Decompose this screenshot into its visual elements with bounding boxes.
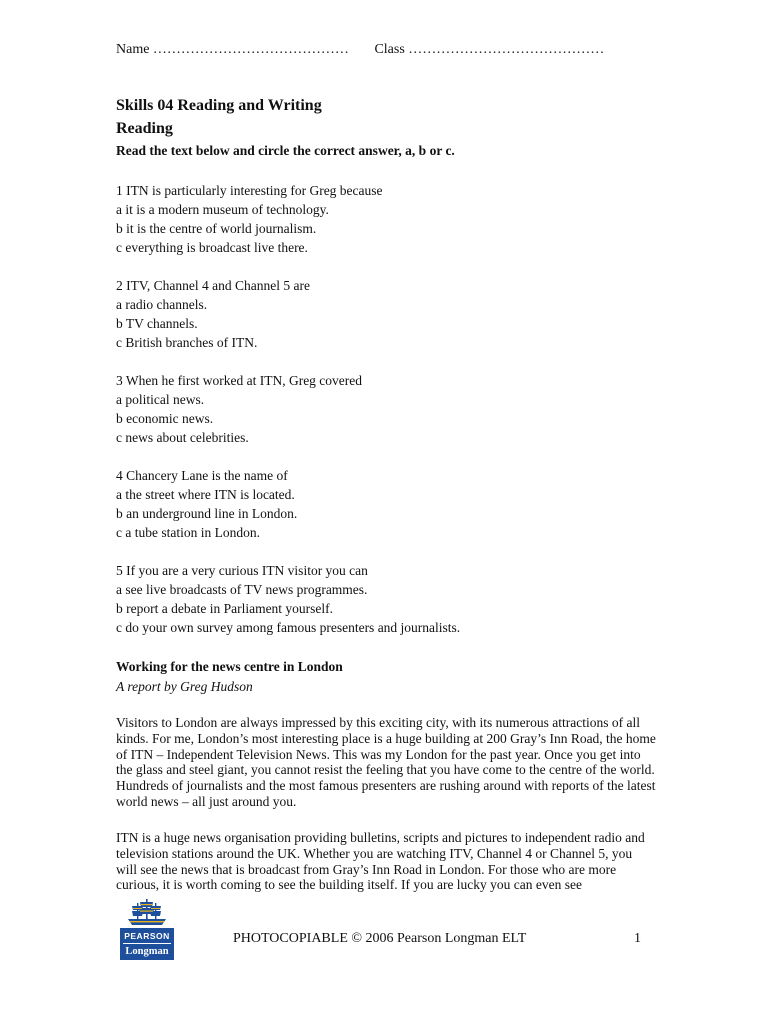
answer-option-b: b an underground line in London. — [116, 506, 298, 521]
footer-copyright: PHOTOCOPIABLE © 2006 Pearson Longman ELT — [233, 931, 527, 946]
answer-option-a: a see live broadcasts of TV news programmes. — [116, 582, 368, 597]
report-paragraph-1: Visitors to London are always impressed by this exciting city, with its numerous attractions of all kinds. For me, London’s most interesting place is a huge building at 200 Gray’s Inn Road, the home of ITN – Independent Television News. This was my London for the past year. Once you get into the glass and steel giant, you cannot resist the feeling that you have come to the centre of the world. Hundreds of journalists and the most famous presenters are rushing around with reports of the latest world news – all just around you. — [116, 715, 656, 809]
answer-option-b: b report a debate in Parliament yourself. — [116, 601, 334, 616]
question-2 — [116, 276, 656, 352]
report-author: A report by Greg Hudson — [116, 679, 253, 694]
report-paragraph-2: ITN is a huge news organisation providing bulletins, scripts and pictures to independent radio and television stations around the UK. Whether you are watching ITV, Channel 4 or Channel 5, you will see the news that is broadcast from Gray’s Inn Road in London. For those who are more curious, it is worth coming to see the building itself. If you are lucky you can even see — [116, 830, 645, 892]
logo-pearson-text: PEARSON — [124, 931, 170, 941]
title-line-2: Reading — [116, 120, 173, 137]
class-field: Class …………………………………… — [374, 42, 605, 57]
answer-option-c: c do your own survey among famous presenters and journalists. — [116, 620, 461, 635]
question-stem: 5 If you are a very curious ITN visitor you can — [116, 563, 368, 578]
question-list — [116, 181, 656, 656]
answer-option-b: b economic news. — [116, 411, 214, 426]
answer-option-c: c everything is broadcast live there. — [116, 240, 308, 255]
answer-option-c: c British branches of ITN. — [116, 335, 258, 350]
question-4 — [116, 466, 656, 542]
answer-option-c: c news about celebrities. — [116, 430, 249, 445]
answer-option-a: a it is a modern museum of technology. — [116, 202, 329, 217]
answer-option-c: c a tube station in London. — [116, 525, 260, 540]
ship-icon — [118, 898, 176, 928]
report-title: Working for the news centre in London — [116, 659, 343, 674]
logo-wordmark — [120, 928, 174, 960]
header-fields — [116, 42, 604, 58]
title-line-1: Skills 04 Reading and Writing — [116, 97, 322, 114]
logo-divider — [123, 943, 171, 944]
name-field: Name …………………………………… — [116, 42, 349, 57]
question-1 — [116, 181, 656, 257]
answer-option-b: b TV channels. — [116, 316, 198, 331]
question-stem: 1 ITN is particularly interesting for Greg because — [116, 183, 383, 198]
pearson-longman-logo — [118, 898, 176, 961]
question-stem: 4 Chancery Lane is the name of — [116, 468, 288, 483]
page-number: 1 — [634, 931, 641, 946]
instructions: Read the text below and circle the correct answer, a, b or c. — [116, 143, 455, 158]
answer-option-b: b it is the centre of world journalism. — [116, 221, 317, 236]
answer-option-a: a radio channels. — [116, 297, 208, 312]
question-stem: 3 When he first worked at ITN, Greg covered — [116, 373, 363, 388]
answer-option-a: a the street where ITN is located. — [116, 487, 295, 502]
question-3 — [116, 371, 656, 447]
question-5 — [116, 561, 656, 637]
question-stem: 2 ITV, Channel 4 and Channel 5 are — [116, 278, 310, 293]
logo-longman-text: Longman — [125, 946, 169, 957]
page-title — [116, 94, 322, 140]
answer-option-a: a political news. — [116, 392, 205, 407]
